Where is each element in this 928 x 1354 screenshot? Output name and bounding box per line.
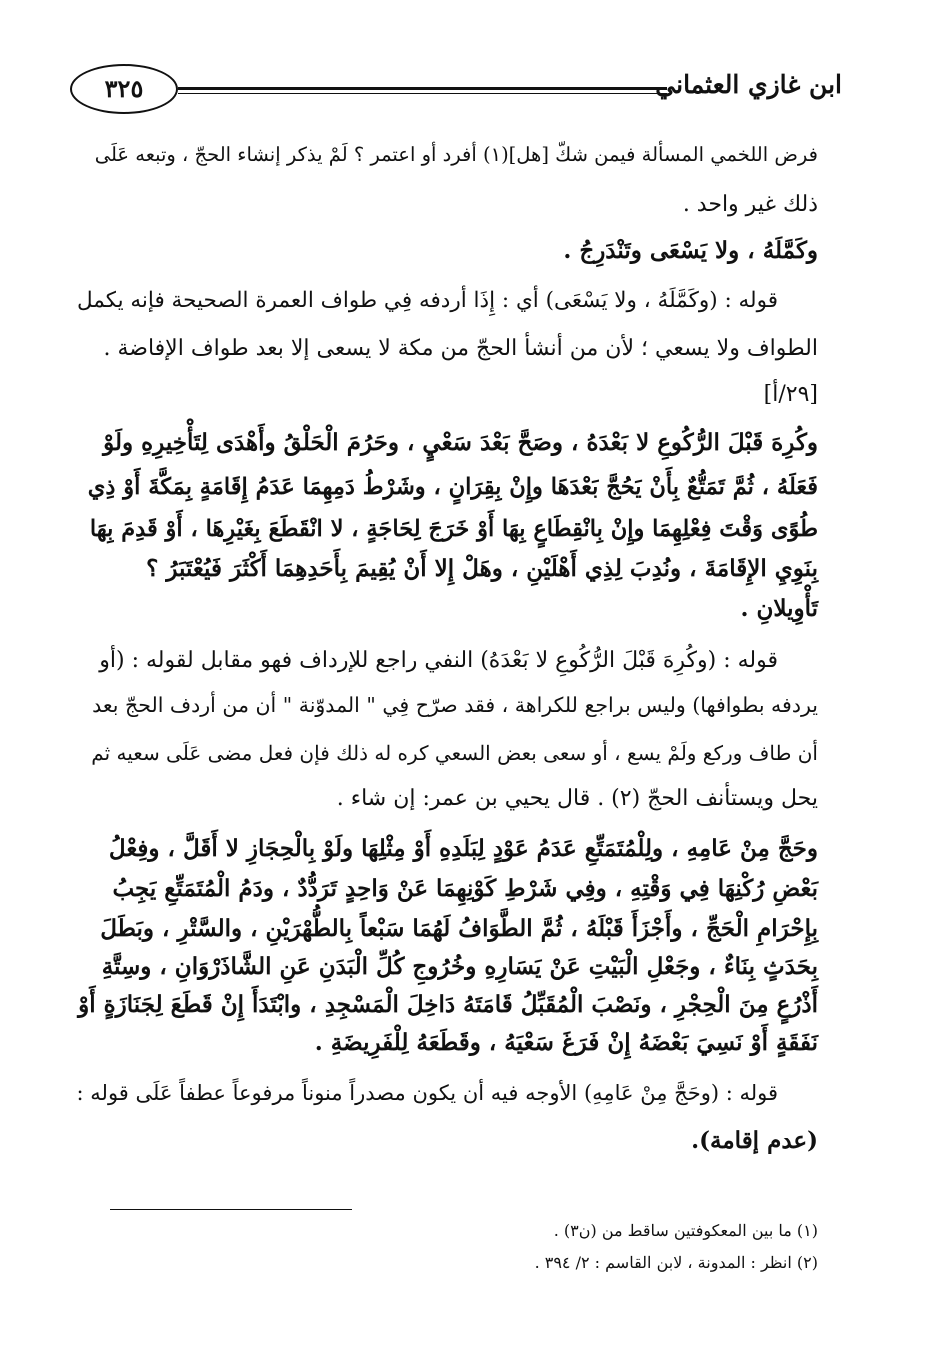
running-title: ابن غازي العثماني xyxy=(655,70,842,99)
text-line: قوله : (وكُرِهَ قَبْلَ الرُّكُوعِ لا بَعْدَهُ) النفي راجع للإرداف فهو مقابل لقوله : (أو xyxy=(99,648,778,673)
text-line: ذلك غير واحد . xyxy=(682,192,818,217)
text-line: يردفه بطوافها) وليس براجع للكراهة ، فقد صرّح فِي " المدوّنة " أن من أردف الحجّ بعد xyxy=(92,693,818,717)
page-number: ٣٢٥ xyxy=(70,64,178,114)
header-rule-thin xyxy=(178,93,667,94)
header-rule xyxy=(178,87,667,90)
text-line: قوله : (وكَمَّلَهُ ، ولا يَسْعَى) أي : إِذَا أردفه فِي طواف العمرة الصحيحة فإنه يكمل xyxy=(76,288,778,313)
text-line: فرض اللخمي المسألة فيمن شكّ [هل](١) أفرد أو اعتمر ؟ لَمْ يذكر إنشاء الحجّ ، وتبعه عَلَى xyxy=(94,143,818,166)
matn-line: تَأْوِيلانِ . xyxy=(740,595,818,622)
matn-line: فَعَلَهُ ، ثُمَّ تَمَتُّعٌ بِأَنْ يَحُجَّ بَعْدَهَا وإِنْ بِقِرَانٍ ، وشَرْطُ دَمِهِمَا عَدَمُ إِقَامَةٍ بِمَكَّةَ أَوْ ذِي xyxy=(87,474,818,500)
footnote-separator xyxy=(110,1209,352,1210)
folio-marker: [٢٩/أ] xyxy=(763,382,818,407)
text-line: (عدم إقامة). xyxy=(691,1127,818,1154)
page-header xyxy=(70,62,842,122)
footnote: (٢) انظر : المدونة ، لابن القاسم : ٢/ ٣٩٤ . xyxy=(534,1253,818,1272)
matn-line: أَذْرُعٍ مِنَ الْحِجْرِ ، ونَصْبَ الْمُقَبِّلُ قَامَتَهُ دَاخِلَ الْمَسْجِدِ ، وابْتَدَأَ إِنْ قَطَعَ لِجَنَازَةٍ أَوْ xyxy=(78,991,818,1018)
text-line: قوله : (وحَجَّ مِنْ عَامِهِ) الأوجه فيه أن يكون مصدراً منوناً مرفوعاً عطفاً عَلَى قوله : xyxy=(76,1081,778,1105)
matn-line: بِنَوِيِ الإِقَامَةَ ، ونُدِبَ لِذِي أَهْلَيْنِ ، وهَلْ إِلا أَنْ يُقِيمَ بِأَحَدِهِمَا أَكْثَرَ فَيُعْتَبَرُ ؟ xyxy=(146,555,818,582)
matn-line: وحَجَّ مِنْ عَامِهِ ، ولِلْمُتَمَتِّعِ عَدَمُ عَوْدٍ لِبَلَدِهِ أَوْ مِثْلِهَا ولَوْ بِالْحِجَازِ لا أَقَلَّ ، وفِعْلُ xyxy=(108,835,818,862)
text-line: أن طاف وركع ولَمْ يسع ، أو سعى بعض السعي كره له ذلك فإن فعل مضى عَلَى سعيه ثم xyxy=(91,741,818,765)
matn-line: بِحَدَثٍ بِنَاءٌ ، وجَعْلِ الْبَيْتِ عَنْ يَسَارِهِ وخُرُوجِ كُلِّ الْبَدَنِ عَنِ الشَّاذَرْوَانِ ، وسِتَّةِ xyxy=(101,953,818,980)
matn-line: بِإِحْرَامِ الْحَجِّ ، وأَجْزَأَ قَبْلَهُ ، ثُمَّ الطَّوَافُ لَهُمَا سَبْعاً بِالطُّهْرَيْنِ ، والسَّتْرِ ، وبَطَلَ xyxy=(100,915,818,942)
text-line: يحل ويستأنف الحجّ (٢) . قال يحيي بن عمر: إن شاء . xyxy=(336,786,818,811)
footnote: (١) ما بين المعكوفتين ساقط من (ن٣) . xyxy=(553,1221,818,1240)
text-line: الطواف ولا يسعي ؛ لأن من أنشأ الحجّ من مكة لا يسعى إلا بعد طواف الإفاضة . xyxy=(103,336,818,361)
matn-line: طُوًى وَقْتَ فِعْلِهِمَا وإِنْ بِانْقِطَاعٍ بِهَا أَوْ خَرَجَ لِحَاجَةٍ ، لا انْقَطَعَ بِغَيْرِهَا ، أَوْ قَدِمَ بِهَا xyxy=(89,516,818,542)
matn-line: نَفَقَةٍ أَوْ نَسِيَ بَعْضَهُ إِنْ فَرَغَ سَعْيَهُ ، وقَطَعَهُ لِلْفَرِيضَةِ . xyxy=(314,1029,818,1056)
matn-line: وكُرِهَ قَبْلَ الرُّكُوعِ لا بَعْدَهُ ، وصَحَّ بَعْدَ سَعْيٍ ، وحَرُمَ الْحَلْقُ وأَهْدَى لِتَأْخِيرِهِ ولَوْ xyxy=(103,429,818,456)
matn-line: وكَمَّلَهُ ، ولا يَسْعَى وتَنْدَرِجُ . xyxy=(563,237,818,264)
matn-line: بَعْضِ رُكْنِهَا فِي وَقْتِهِ ، وفِي شَرْطِ كَوْنِهِمَا عَنْ وَاحِدٍ تَرَدُّدٌ ، ودَمُ الْمُتَمَتِّعِ يَجِبُ xyxy=(112,875,818,902)
